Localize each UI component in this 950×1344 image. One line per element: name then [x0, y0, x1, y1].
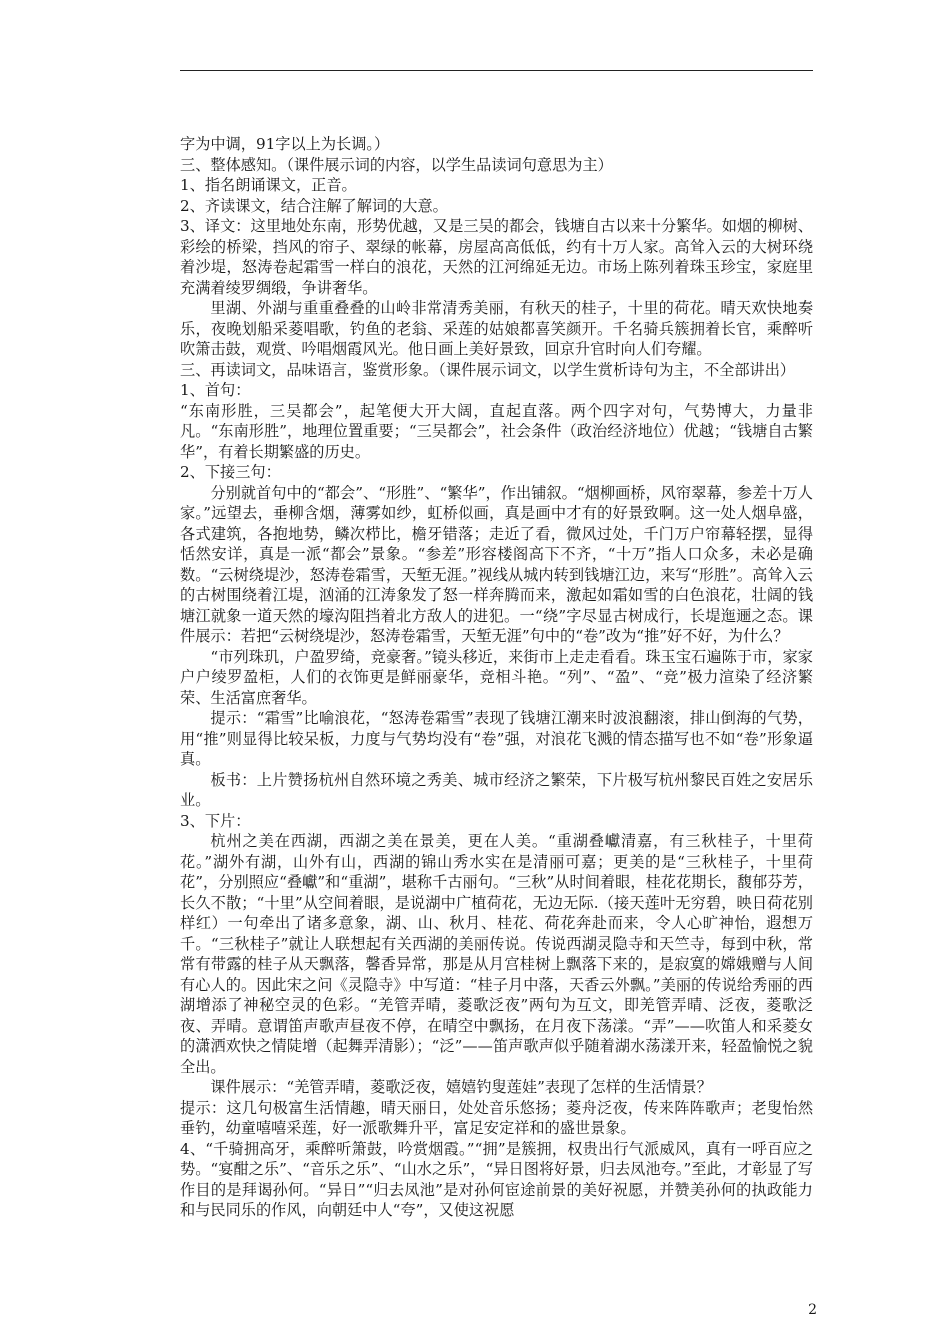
paragraph: 课件展示：“羌管弄晴，菱歌泛夜，嬉嬉钓叟莲娃”表现了怎样的生活情景？ — [210, 1078, 712, 1096]
paragraph: 板书：上片赞扬杭州自然环境之秀美、城市经济之繁荣，下片极写杭州黎民百姓之安居乐业。 — [180, 770, 813, 809]
page-number: 2 — [808, 1302, 817, 1318]
paragraph: “东南形胜，三吴都会”，起笔便大开大阔，直起直落。两个四字对句，气势博大，力量非凡。“东南形胜”，地理位置重要；“三吴都会”，社会条件（政治经济地位）优越；“钱塘自古繁华”，有着长期繁盛的历史。 — [180, 401, 813, 461]
paragraph: 1、指名朗诵课文，正音。 — [180, 176, 357, 194]
paragraph: 4、“千骑拥高牙，乘醉听箫鼓，吟赏烟霞。”“拥”是簇拥，权贵出行气派威风，真有一呼百应之势。“宴酣之乐”、“音乐之乐”、“山水之乐”，“异日图将好景，归去凤池夸。”至此，才彰显了写作目的是拜谒孙何。“异日”“归去凤池”是对孙何宦途前景的美好祝愿，并赞美孙何的执政能力和与民同乐的作风，向朝廷中人“夸”，又使这祝愿 — [180, 1139, 813, 1219]
paragraph: 分别就首句中的“都会”、“形胜”、“繁华”，作出铺叙。“烟柳画桥，风帘翠幕，参差十万人家。”远望去，垂柳含烟，薄雾如纱，虹桥似画，真是画中才有的好景致啊。这一处人烟阜盛，各式建筑，各抱地势，鳞次栉比，檐牙错落；走近了看，微风过处，千门万户帘幕轻摆，显得恬然安详，真是一派“都会”景象。“参差”形容楼阁高下不齐，“十万”指人口众多，未必是确数。“云树绕堤沙，怒涛卷霜雪，天堑无涯。”视线从城内转到钱塘江边，来写“形胜”。高耸入云的古树围绕着江堤，汹涌的江涛象发了怒一样奔腾而来，激起如霜如雪的白色浪花，壮阔的钱塘江就象一道天然的壕沟阻挡着北方敌人的进犯。一“绕”字尽显古树成行，长堤迤逦之态。课件展示：若把“云树绕堤沙，怒涛卷霜雪，天堑无涯”句中的“卷”改为“推”好不好，为什么？ — [180, 483, 813, 645]
paragraph: 三、整体感知。（课件展示词的内容，以学生品读词句意思为主） — [180, 155, 613, 174]
paragraph: 1、首句： — [180, 381, 251, 399]
paragraph: 三、再读词文，品味语言，鉴赏形象。（课件展示词文，以学生赏析诗句为主，不全部讲出） — [180, 360, 796, 379]
paragraph: 提示：“霜雪”比喻浪花，“怒涛卷霜雪”表现了钱塘江潮来时波浪翻滚，排山倒海的气势，用“推”则显得比较呆板，力度与气势均没有“卷”强，对浪花飞溅的情态描写也不如“卷”形象逼真。 — [180, 709, 813, 768]
paragraph: 3、译文：这里地处东南，形势优越，又是三吴的都会，钱塘自古以来十分繁华。如烟的柳树、彩绘的桥梁，挡风的帘子、翠绿的帐幕，房屋高高低低，约有十万人家。高耸入云的大树环绕着沙堤，怒涛卷起霜雪一样白的浪花，天然的江河绵延无边。市场上陈列着珠玉珍宝，家庭里充满着绫罗绸缎，争讲奢华。 — [180, 217, 813, 297]
paragraph: 字为中调，91字以上为长调。） — [180, 135, 390, 153]
paragraph: 2、下接三句： — [180, 463, 281, 481]
paragraph: 2、齐读课文，结合注解了解词的大意。 — [180, 196, 448, 215]
header-rule — [180, 70, 813, 71]
document-body — [180, 134, 813, 1221]
paragraph: 提示：这几句极富生活情趣，晴天丽日，处处音乐悠扬；菱舟泛夜，传来阵阵歌声；老叟怡然垂钓，幼童嘻嘻采莲，好一派歌舞升平，富足安定祥和的盛世景象。 — [180, 1098, 813, 1137]
paragraph: 里湖、外湖与重重叠叠的山岭非常清秀美丽，有秋天的桂子，十里的荷花。晴天欢快地奏乐，夜晚划船采菱唱歌，钓鱼的老翁、采莲的姑娘都喜笑颜开。千名骑兵簇拥着长官，乘醉听吹箫击鼓，观赏、吟唱烟霞风光。他日画上美好景致，回京升官时向人们夸耀。 — [180, 299, 813, 358]
paragraph: 杭州之美在西湖，西湖之美在景美，更在人美。“重湖叠巘清嘉，有三秋桂子，十里荷花。”湖外有湖，山外有山，西湖的锦山秀水实在是清丽可嘉；更美的是“三秋桂子，十里荷花”，分别照应“叠巘”和“重湖”，堪称千古丽句。“三秋”从时间着眼，桂花花期长，馥郁芬芳，长久不散；“十里”从空间着眼，是说湖中广植荷花，无边无际.（接天莲叶无穷碧，映日荷花别样红）一句牵出了诸多意象，湖、山、秋月、桂花、荷花奔赴而来，令人心旷神怡，遐想万千。“三秋桂子”就让人联想起有关西湖的美丽传说。传说西湖灵隐寺和天竺寺，每到中秋，常常有带露的桂子从天飘落，馨香异常，那是从月宫桂树上飘落下来的，是寂寞的嫦娥赠与人间有心人的。因此宋之问《灵隐寺》中写道：“桂子月中落，天香云外飘。”美丽的传说给秀丽的西湖增添了神秘空灵的色彩。“羌管弄晴，菱歌泛夜”两句为互文，即羌管弄晴、泛夜，菱歌泛夜、弄晴。意谓笛声歌声昼夜不停，在晴空中飘扬，在月夜下荡漾。“弄”——吹笛人和采菱女的潇洒欢快之情陡增（起舞弄清影）；“泛”——笛声歌声似乎随着湖水荡漾开来，轻盈愉悦之貌全出。 — [180, 832, 813, 1076]
paragraph: 3、下片： — [180, 811, 251, 830]
paragraph: “市列珠玑，户盈罗绮，竞豪奢。”镜头移近，来街市上走走看看。珠玉宝石遍陈于市，家家户户绫罗盈柜，人们的衣饰更是鲜丽豪华，竞相斗艳。“列”、“盈”、“竞”极力渲染了经济繁荣、生活富庶奢华。 — [180, 647, 813, 707]
